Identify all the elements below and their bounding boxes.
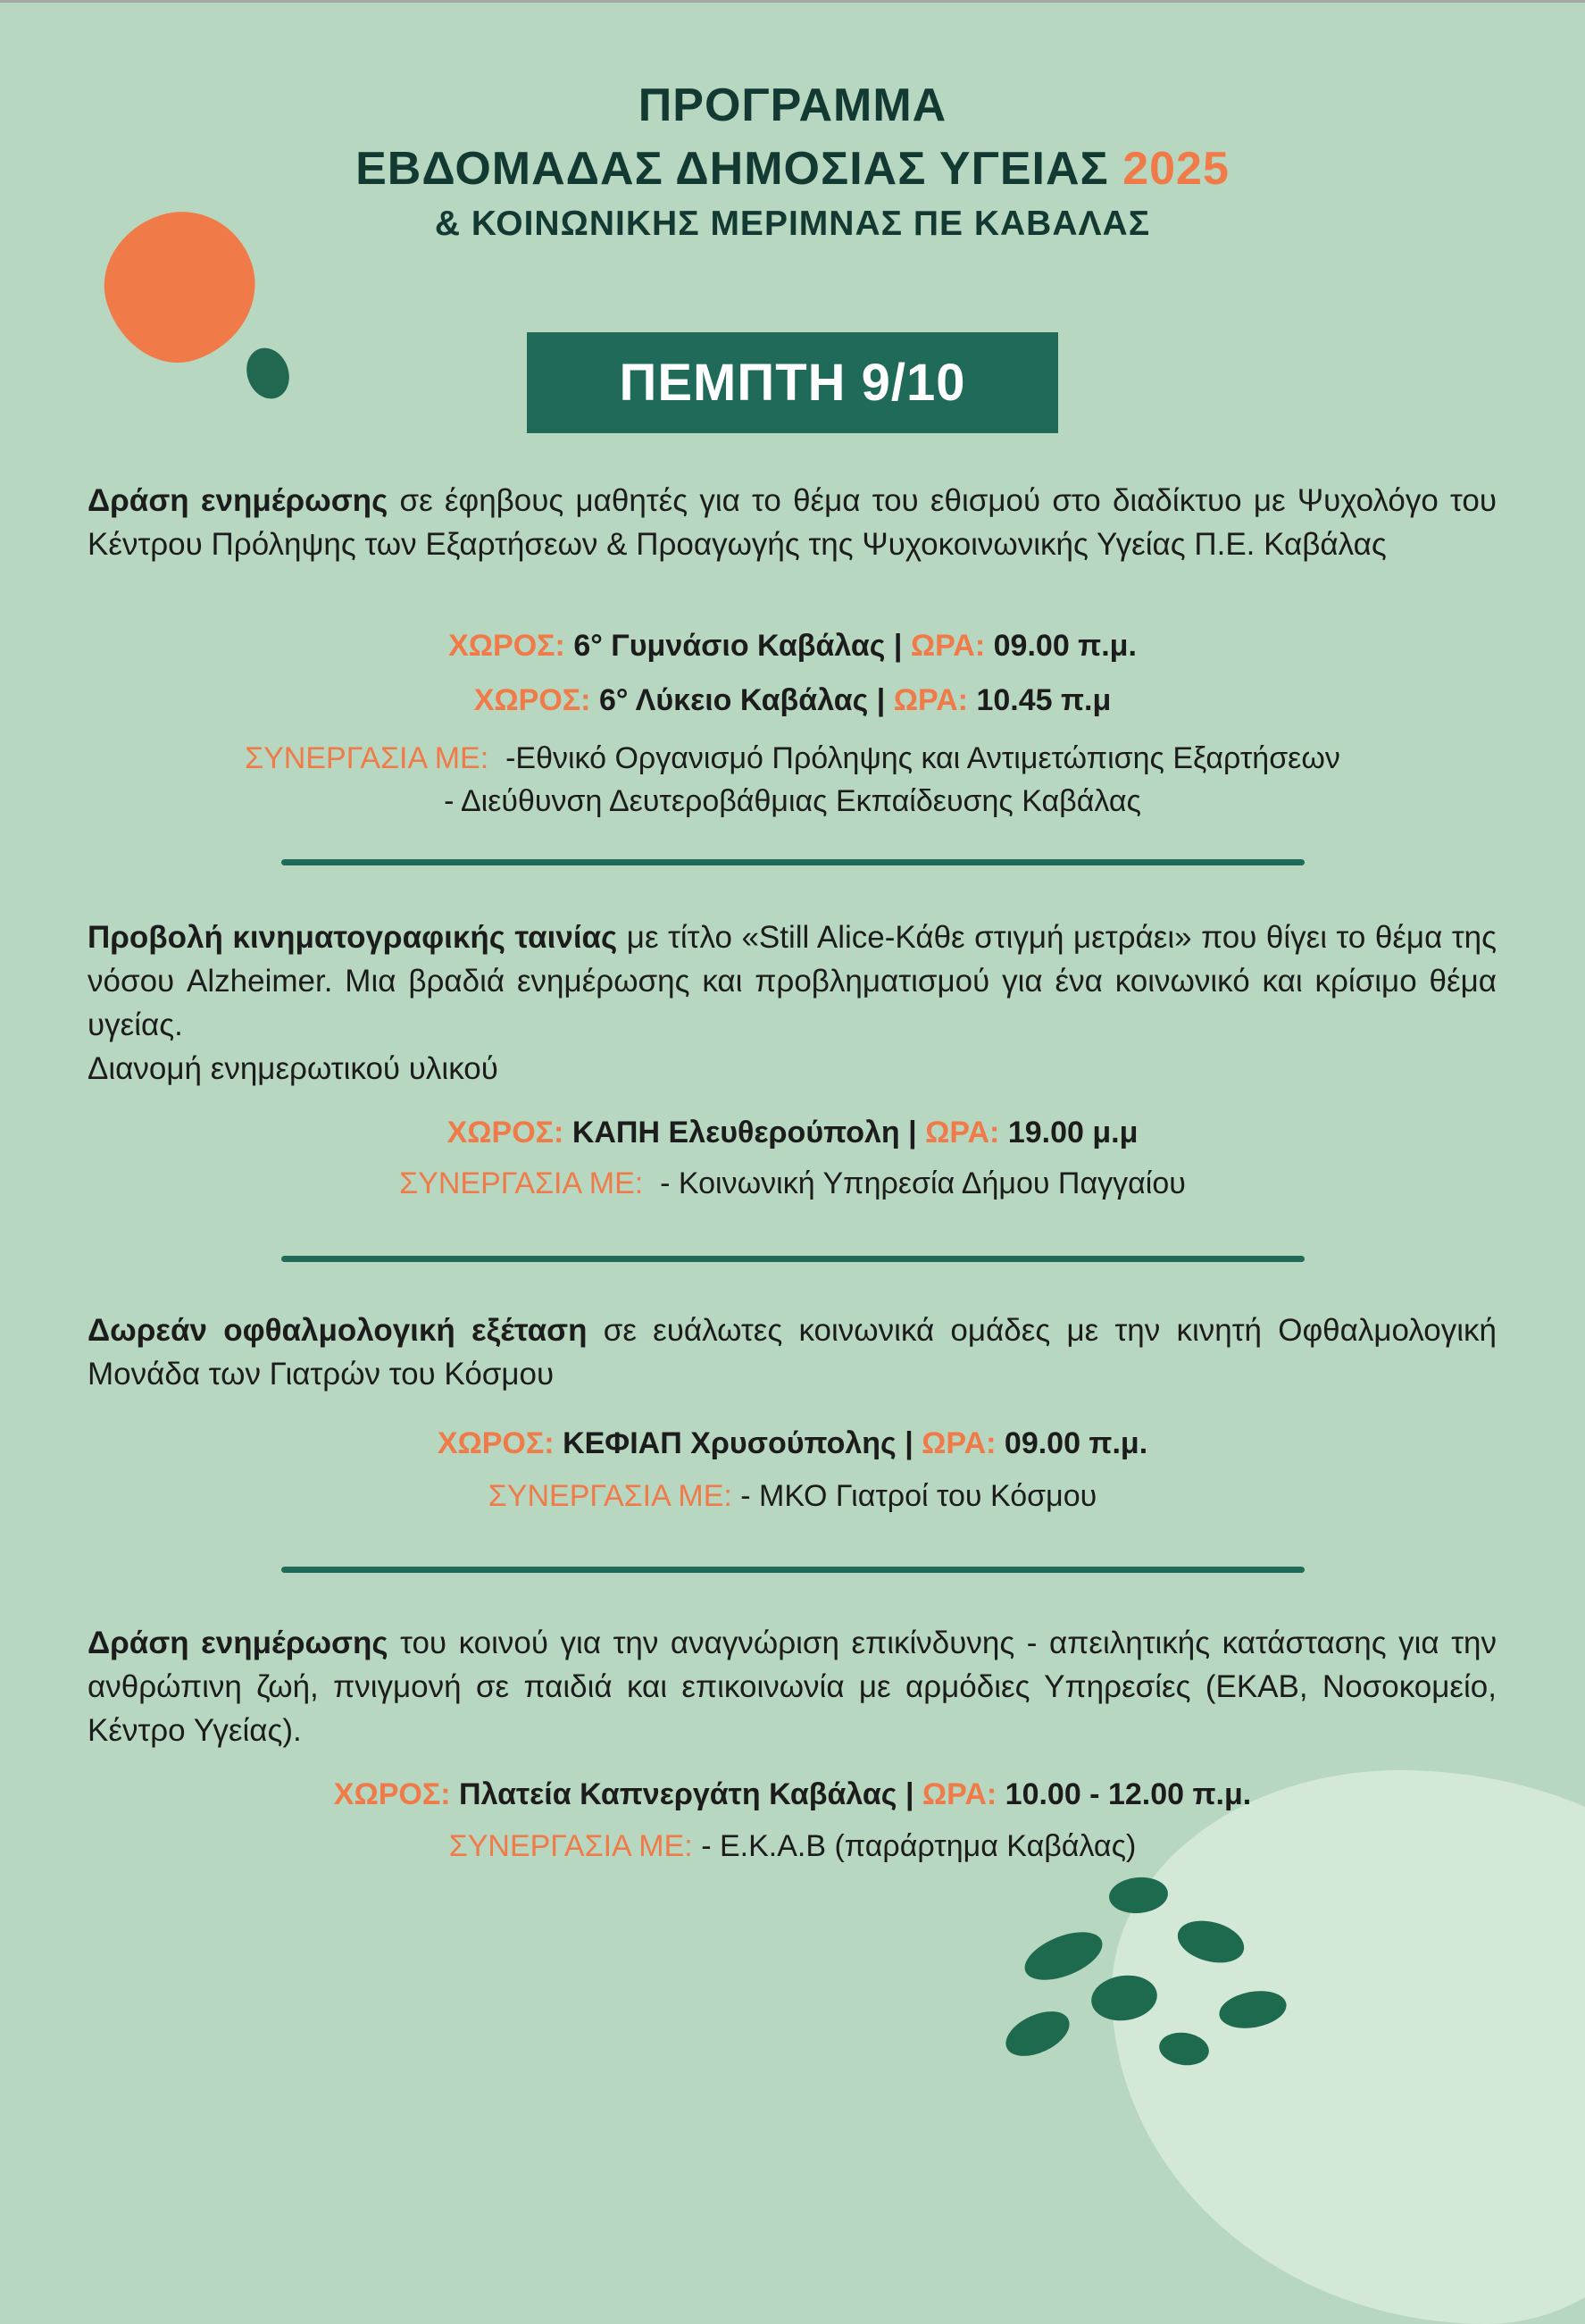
cooperation-label: ΣΥΝΕΡΓΑΣΙΑ ΜΕ:: [488, 1479, 732, 1513]
time-label: ΩΡΑ:: [922, 1777, 997, 1811]
cooperation-line: [0, 1475, 1585, 1517]
top-border: [0, 0, 1585, 3]
separator: |: [908, 1116, 917, 1149]
cooperation-label: ΣΥΝΕΡΓΑΣΙΑ ΜΕ:: [448, 1829, 693, 1863]
separator: |: [893, 629, 903, 663]
cooperation-label: ΣΥΝΕΡΓΑΣΙΑ ΜΕ:: [399, 1166, 644, 1200]
cooperation-partner: -Εθνικό Οργανισμό Πρόληψης και Αντιμετώπισης Εξαρτήσεων: [505, 741, 1340, 775]
separator: |: [905, 1426, 913, 1460]
event-title: Δωρεάν οφθαλμολογική εξέταση: [88, 1313, 588, 1348]
header-subtitle-text: ΕΒΔΟΜΑΔΑΣ ΔΗΜΟΣΙΑΣ ΥΓΕΙΑΣ: [355, 143, 1109, 195]
event-time: 10.45 π.μ: [976, 683, 1112, 717]
cooperation-line: [0, 781, 1585, 822]
day-banner: ΠΕΜΠΤΗ 9/10: [527, 332, 1058, 433]
event-title: Προβολή κινηματογραφικής ταινίας: [88, 920, 618, 955]
event-title: Δράση ενημέρωσης: [88, 1626, 388, 1660]
event-text: σε έφηβους μαθητές για το θέμα του εθισμού στο διαδίκτυο με Ψυχολόγο του Κέντρου Πρόληψης των Εξαρτήσεων & Προαγωγής της Ψυχοκοινωνικής Υγείας Π.Ε. Καβάλας: [88, 483, 1497, 562]
header-organization: & ΚΟΙΝΩΝΙΚΗΣ ΜΕΡΙΜΝΑΣ ΠΕ ΚΑΒΑΛΑΣ: [434, 205, 1151, 243]
cooperation-partner: - Ε.Κ.Α.Β (παράρτημα Καβάλας): [701, 1829, 1137, 1863]
time-label: ΩΡΑ:: [893, 683, 969, 717]
cooperation-partner: - Διεύθυνση Δευτεροβάθμιας Εκπαίδευσης Καβάλας: [444, 784, 1141, 818]
place-label: ΧΩΡΟΣ:: [473, 683, 591, 717]
event-schedule-line: [0, 1112, 1585, 1153]
decorative-green-dot: [239, 342, 296, 405]
event-time: 09.00 π.μ.: [993, 629, 1137, 663]
event-description: [88, 479, 1497, 566]
cooperation-label: ΣΥΝΕΡΓΑΣΙΑ ΜΕ:: [245, 741, 489, 775]
event-time: 09.00 π.μ.: [1004, 1426, 1148, 1460]
separator: |: [876, 683, 886, 717]
event-text: με τίτλο «Still Alice-Κάθε στιγμή μετράει» που θίγει το θέμα της νόσου Alzheimer. Μια βραδιά ενημέρωσης και προβληματισμού για ένα κοινωνικό και κρίσιμο θέμα υγείας.: [88, 920, 1497, 1042]
header-title: ΠΡΟΓΡΑΜΜΑ: [638, 79, 947, 131]
place-label: ΧΩΡΟΣ:: [446, 1116, 564, 1149]
place-label: ΧΩΡΟΣ:: [448, 629, 565, 663]
event-place: 6° Γυμνάσιο Καβάλας: [573, 629, 886, 663]
place-label: ΧΩΡΟΣ:: [437, 1426, 555, 1460]
header: [0, 77, 1585, 247]
event-description: [88, 1621, 1497, 1752]
section-divider: [281, 1256, 1305, 1262]
section-divider: [281, 859, 1305, 865]
event-place: 6° Λύκειο Καβάλας: [598, 683, 869, 717]
event-text: του κοινού για την αναγνώριση επικίνδυνης - απειλητικής κατάστασης για την ανθρώπινη ζωή, πνιγμονή σε παιδιά και επικοινωνία με αρμόδιες Υπηρεσίες (ΕΚΑΒ, Νοσοκομείο, Κέντρο Υγείας).: [88, 1626, 1497, 1748]
cooperation-line: [0, 1826, 1585, 1867]
time-label: ΩΡΑ:: [910, 629, 986, 663]
event-time: 19.00 μ.μ: [1007, 1116, 1139, 1149]
cooperation-line: [0, 1163, 1585, 1204]
event-text: σε ευάλωτες κοινωνικά ομάδες με την κινητή Οφθαλμολογική Μονάδα των Γιατρών του Κόσμου: [88, 1313, 1497, 1392]
place-label: ΧΩΡΟΣ:: [333, 1777, 451, 1811]
section-divider: [281, 1567, 1305, 1573]
decorative-pebble: [999, 2002, 1077, 2065]
event-extra: Διανομή ενημερωτικού υλικού: [88, 1051, 498, 1086]
header-subtitle: [0, 139, 1585, 198]
cooperation-partner: - Κοινωνική Υπηρεσία Δήμου Παγγαίου: [660, 1166, 1186, 1200]
event-title: Δράση ενημέρωσης: [88, 483, 388, 518]
decorative-pebble: [1018, 1922, 1109, 1989]
time-label: ΩΡΑ:: [922, 1426, 997, 1460]
event-description: [88, 1308, 1497, 1396]
event-description: [88, 915, 1497, 1091]
header-year: 2025: [1122, 143, 1230, 195]
event-schedule-line: [0, 1423, 1585, 1464]
event-time: 10.00 - 12.00 π.μ.: [1005, 1777, 1252, 1811]
event-schedule-line: [0, 1774, 1585, 1815]
cooperation-partner: - ΜΚΟ Γιατροί του Κόσμου: [740, 1479, 1097, 1513]
event-place: Πλατεία Καπνεργάτη Καβάλας: [459, 1777, 897, 1811]
cooperation-line: [0, 738, 1585, 779]
event-place: ΚΕΦΙΑΠ Χρυσούπολης: [563, 1426, 897, 1460]
event-schedule-line: [0, 625, 1585, 666]
time-label: ΩΡΑ:: [925, 1116, 1000, 1149]
event-schedule-line: [0, 680, 1585, 721]
event-place: ΚΑΠΗ Ελευθερούπολη: [571, 1116, 900, 1149]
separator: |: [905, 1777, 914, 1811]
